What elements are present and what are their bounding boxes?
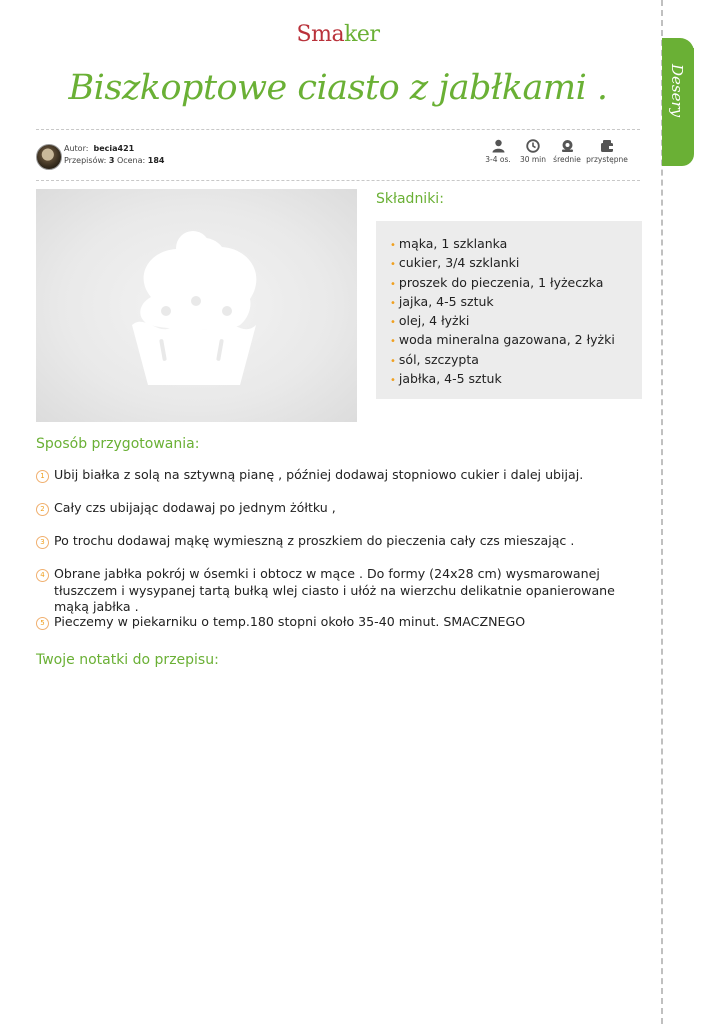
person-icon [492, 139, 505, 153]
cupcake-icon [36, 189, 357, 422]
ingredient-text: jabłka, 4-5 sztuk [398, 371, 502, 387]
rating-label: Ocena: [116, 156, 146, 165]
ingredient-item [390, 350, 615, 369]
ingredient-item [390, 311, 615, 330]
step-number: 1 [36, 470, 49, 483]
bullet-icon: • [390, 317, 396, 329]
ingredient-item [390, 330, 615, 349]
preparation-heading: Sposób przygotowania: [36, 436, 200, 452]
step-number: 2 [36, 503, 49, 516]
logo-part-1: Sma [296, 22, 345, 47]
step-text: Pieczemy w piekarniku o temp.180 stopni około 35-40 minut. SMACZNEGO [54, 614, 526, 629]
chef-hat-icon [560, 139, 575, 153]
ingredients-box [376, 221, 642, 399]
clock-icon [526, 139, 540, 153]
step-number: 4 [36, 569, 49, 582]
notes-heading: Twoje notatki do przepisu: [36, 652, 219, 668]
ingredient-item [390, 253, 615, 272]
step-item [36, 566, 646, 616]
ingredient-item [390, 234, 615, 253]
category-tab-label: Desery [668, 64, 686, 118]
ingredient-text: woda mineralna gazowana, 2 łyżki [398, 332, 615, 348]
author-name: becia421 [93, 144, 135, 153]
divider-top [36, 129, 640, 130]
bullet-icon: • [390, 355, 396, 367]
info-time-label: 30 min [519, 155, 547, 164]
info-difficulty-label: średnie [553, 155, 581, 164]
bullet-icon: • [390, 240, 396, 251]
step-text: Obrane jabłka pokrój w ósemki i obtocz w mące . Do formy (24x28 cm) wysmarowanej tłuszczem i wysypanej tartą bułką wlej ciasto i ułóż na wierzchu delikatnie opanierowane mąką jabłka . [54, 566, 615, 614]
ingredient-text: jajka, 4-5 sztuk [398, 293, 494, 309]
author-avatar [36, 144, 62, 170]
recipes-label: Przepisów: [64, 156, 107, 165]
wallet-icon [600, 139, 614, 153]
bullet-icon: • [390, 375, 396, 387]
ingredient-item [390, 292, 615, 311]
bullet-icon: • [390, 259, 396, 271]
recipes-count: 3 [108, 156, 115, 165]
bullet-icon: • [390, 297, 396, 309]
site-logo [0, 22, 676, 47]
step-text: Po trochu dodawaj mąkę wymieszną z proszkiem do pieczenia cały czs mieszając . [54, 533, 575, 548]
divider-bottom [36, 180, 640, 181]
recipe-photo-placeholder [36, 189, 357, 422]
ingredient-text: sól, szczypta [398, 351, 479, 367]
ingredient-text: olej, 4 łyżki [398, 313, 470, 329]
recipe-title: Biszkoptowe ciasto z jabłkami . [68, 68, 608, 108]
bullet-icon: • [390, 278, 396, 290]
ingredient-text: mąka, 1 szklanka [398, 236, 508, 251]
step-number: 3 [36, 536, 49, 549]
ingredients-list [390, 234, 615, 388]
author-label: Autor: [64, 144, 89, 153]
info-cost-label: przystępne [586, 155, 628, 164]
author-info [64, 143, 164, 167]
info-difficulty [550, 139, 584, 164]
info-cost [585, 139, 629, 164]
info-servings-label: 3-4 os. [485, 155, 511, 164]
logo-part-2: ker [344, 22, 380, 47]
ingredients-heading: Składniki: [376, 191, 444, 207]
step-number: 5 [36, 617, 49, 630]
ingredient-text: cukier, 3/4 szklanki [398, 255, 520, 271]
ingredient-item [390, 369, 615, 388]
info-servings [481, 139, 515, 164]
step-item [36, 500, 646, 517]
ingredient-text: proszek do pieczenia, 1 łyżeczka [398, 274, 604, 290]
step-text: Ubij białka z solą na sztywną pianę , później dodawaj stopniowo cukier i dalej ubijaj. [54, 467, 584, 482]
info-time [517, 139, 549, 164]
step-item [36, 533, 646, 550]
step-item [36, 614, 646, 631]
rating-value: 184 [147, 156, 165, 165]
step-item [36, 467, 646, 484]
bullet-icon: • [390, 336, 396, 348]
ingredient-item [390, 273, 615, 292]
step-text: Cały czs ubijając dodawaj po jednym żółtku , [54, 500, 336, 515]
